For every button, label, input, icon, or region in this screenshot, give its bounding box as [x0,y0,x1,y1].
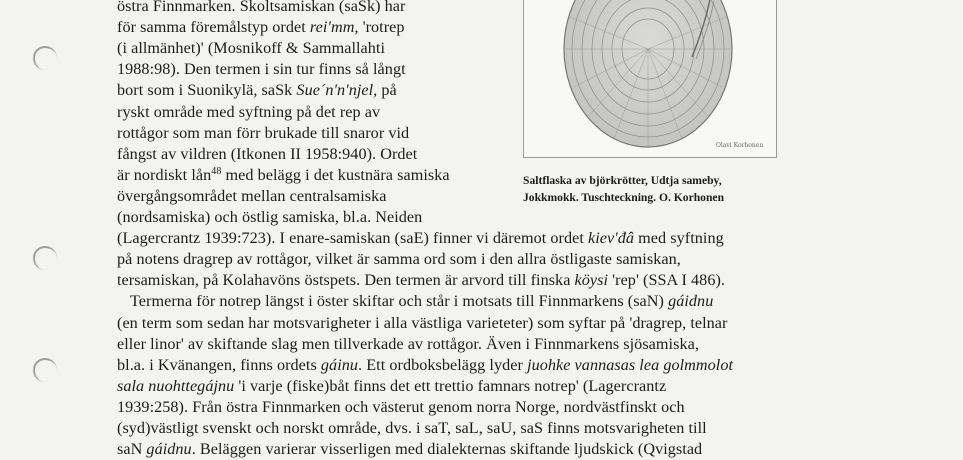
binder-hole [33,46,57,70]
text-line [130,291,713,312]
text-line [117,123,409,144]
illustration-salt-flask [523,0,777,158]
drawing-signature: Olavi Korhonen [716,142,764,149]
text-run: med belägg i det kustnära samiska [221,165,450,184]
text-run: 'i varje (fiske)båt finns det ett trettio famnars notrep' (Lagercrantz [234,376,667,395]
text-line [117,38,385,59]
text-run: (en term som sedan har motsvarigheter i alla västliga varieteter) som syftar på 'dragrep, telnar [117,313,728,332]
text-run: bl.a. i Kvänangen, finns ordets [117,355,321,374]
text-run: tersamiskan, på Kolahavöns östspets. Den termen är arvord till finska [117,271,575,290]
birch-root-flask-drawing [524,0,776,157]
text-line [117,376,666,397]
text-run: rottågor som man förr brukade till snaror vid [117,123,410,142]
text-line [117,165,450,186]
text-line [117,418,707,439]
text-run: bort som i Suonikylä, saSk [117,81,297,100]
text-line [117,80,397,101]
italic-term: sala nuohttegájnu [117,376,235,395]
text-run: 'rep' (SSA I 486). [608,271,726,290]
binder-hole [33,358,57,382]
text-run: (i allmänhet)' (Mosnikoff & Sammallahti [117,39,386,58]
text-run: på notens dragrep av rottågor, vilket är samma ord som i den allra östligaste samiskan, [117,250,681,269]
text-line [117,355,733,376]
figure-caption [523,172,783,206]
text-run: är nordiskt lån [117,165,212,184]
text-line [117,17,405,38]
text-run: övergångsområdet mellan centralsamiska [117,186,387,205]
text-run: fångst av vildren (Itkonen II 1958:940). Ordet [117,144,418,163]
text-line [117,102,380,123]
text-run: 1939:258). Från östra Finnmarken och västerut genom norra Norge, nordvästfinskt och [117,397,685,416]
text-line [117,59,406,80]
text-run: ryskt område med syftning på det rep av [117,102,381,121]
text-run: (Lagercrantz 1939:723). I enare-samiskan (saE) finner vi däremot ordet [117,229,588,248]
text-run: . Beläggen varierar visserligen med dialekternas skiftande ljudskick (Qvigstad [191,440,703,459]
text-run: Termerna för notrep längst i öster skiftar och står i motsats till Finnmarkens (saN) [130,292,669,311]
text-run: . Ett ordboksbelägg lyder [358,355,528,374]
text-run: (syd)västligt svenskt och norskt område, dvs. i saT, saL, saU, saS finns motsvarigheten till [117,419,707,437]
text-line [117,334,699,355]
text-line [117,270,725,291]
text-run: 'rotrep [358,18,405,37]
text-line [117,0,406,17]
italic-term: gáidnu [668,292,714,311]
text-line [117,313,727,334]
text-run: med syftning [634,229,724,248]
footnote-ref: 48 [211,165,222,177]
italic-term: gáidnu [146,440,192,459]
binder-hole [33,246,57,270]
text-run: östra Finnmarken. Skoltsamiskan (saSk) har [117,0,406,15]
italic-term: köysi [574,271,609,290]
italic-term: gáinu [320,355,359,374]
text-run: (nordsamiska) och östlig samiska, bl.a. Neiden [117,208,423,226]
text-line [117,397,685,418]
text-line [117,439,702,460]
text-line [117,186,387,207]
text-run: på [377,81,397,100]
text-line [117,249,681,270]
text-run: eller linor' av skiftande slag men tillverkade av rottågor. Även i Finnmarkens sjösamiska, [117,334,699,353]
text-line [117,144,417,165]
italic-term: kiev'đâ [588,229,635,248]
caption-line: Jokkmokk. Tuschteckning. O. Korhonen [523,191,725,204]
italic-term: Sue´n'n'njel, [296,81,378,100]
text-run: för samma föremålstyp ordet [117,18,310,37]
text-line [117,228,724,249]
text-run: saN [117,440,147,459]
text-run: 1988:98). Den termen i sin tur finns så långt [117,60,406,79]
text-line [117,207,422,228]
italic-term: juohke vannasas lea golmmolot [527,355,734,374]
caption-line: Saltflaska av björkrötter, Udtja sameby, [523,174,722,187]
italic-term: rei'mm, [309,18,359,37]
